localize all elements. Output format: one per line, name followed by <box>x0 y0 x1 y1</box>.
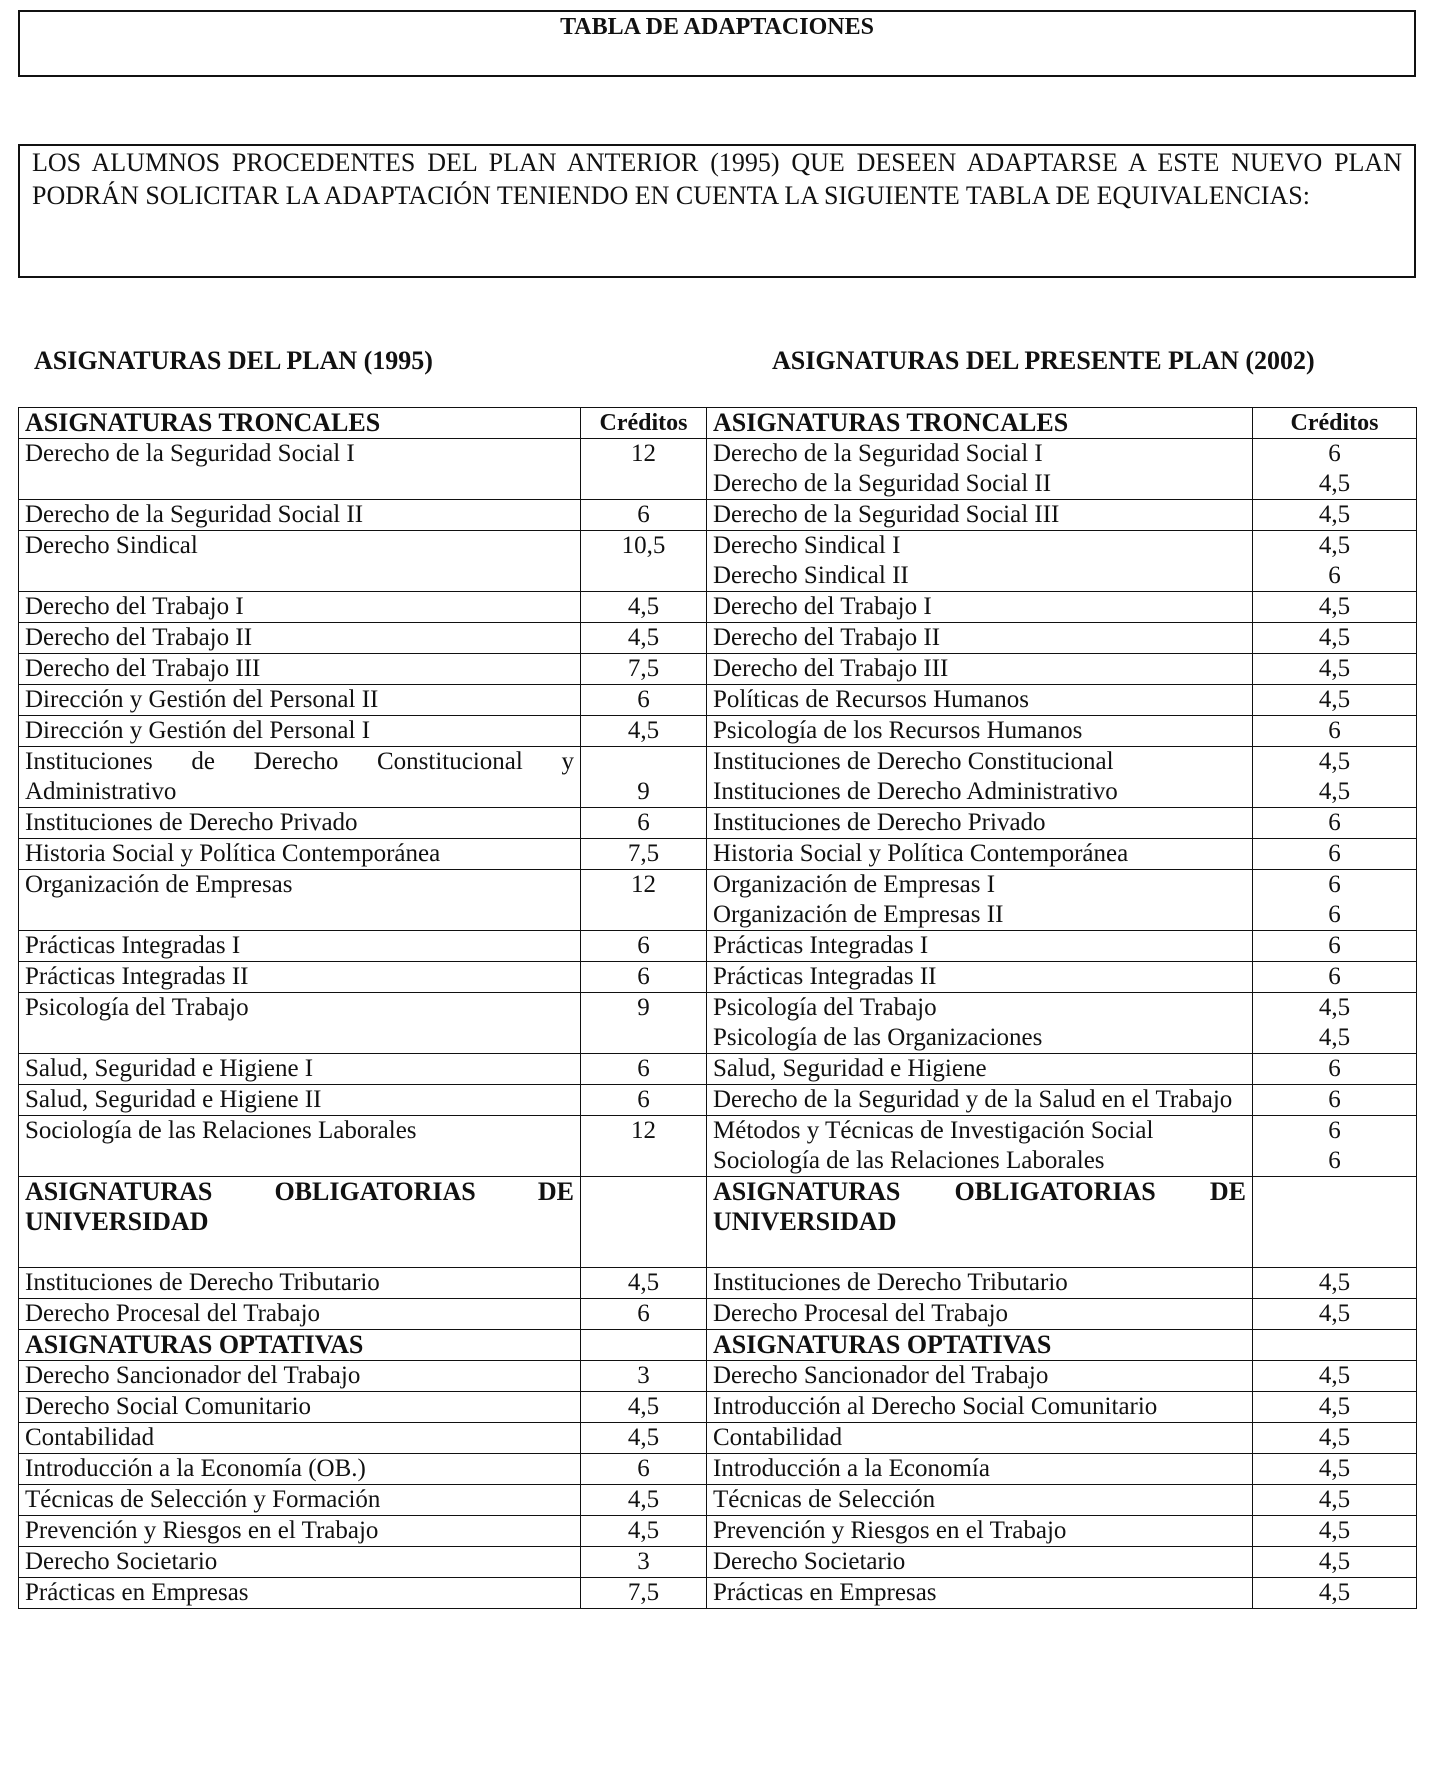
subject-name: Contabilidad <box>25 1424 155 1451</box>
subject-name: Derecho Procesal del Trabajo <box>25 1300 321 1327</box>
subject-name: Derecho Procesal del Trabajo <box>713 1300 1009 1327</box>
subject-name: Dirección y Gestión del Personal I <box>25 717 371 744</box>
credit-value: 6 <box>1328 1147 1341 1174</box>
subject-name: Instituciones de Derecho Privado <box>25 809 358 836</box>
credits-2002 <box>1253 685 1417 716</box>
credits-2002 <box>1253 654 1417 685</box>
table-row <box>19 1299 1417 1330</box>
table-row <box>19 685 1417 716</box>
subject-1995 <box>19 439 581 500</box>
subject-1995 <box>19 1516 581 1547</box>
subject-name: Psicología del Trabajo <box>25 994 249 1021</box>
subject-2002 <box>707 500 1253 531</box>
credits-2002 <box>1253 870 1417 931</box>
credit-value: 6 <box>1328 871 1341 898</box>
subject-name: Organización de Empresas II <box>713 901 1004 928</box>
subject-2002 <box>707 1423 1253 1454</box>
subject-name: Salud, Seguridad e Higiene I <box>25 1055 314 1082</box>
credits-1995: 4,5 <box>581 623 707 654</box>
subject-name: Derecho Sindical I <box>713 532 901 559</box>
credits-1995: 6 <box>581 1054 707 1085</box>
subject-1995 <box>19 1392 581 1423</box>
subject-name: Prácticas en Empresas <box>713 1579 937 1606</box>
credits-2002 <box>1253 1054 1417 1085</box>
credits-1995: 9 <box>581 993 707 1054</box>
subject-name: Contabilidad <box>713 1424 843 1451</box>
credits-1995: 4,5 <box>581 1516 707 1547</box>
credits-2002 <box>1253 1423 1417 1454</box>
credit-value: 4,5 <box>1318 1455 1351 1482</box>
credit-value: 6 <box>1328 1055 1341 1082</box>
subject-name: Prácticas en Empresas <box>25 1579 249 1606</box>
credits-2002 <box>1253 716 1417 747</box>
credits-1995: 4,5 <box>581 1392 707 1423</box>
subject-1995 <box>19 931 581 962</box>
credits-header-2002: Créditos <box>1253 408 1417 439</box>
subject-name: Derecho Societario <box>713 1548 906 1575</box>
credit-value: 4,5 <box>1318 532 1351 559</box>
heading-plan-1995: ASIGNATURAS DEL PLAN (1995) <box>34 346 433 375</box>
credits-1995: 3 <box>581 1547 707 1578</box>
section-header-2002: ASIGNATURAS OBLIGATORIAS DE UNIVERSIDAD <box>707 1177 1253 1268</box>
subject-name: Técnicas de Selección <box>713 1486 936 1513</box>
credits-2002 <box>1253 531 1417 592</box>
subject-name: Introducción al Derecho Social Comunitario <box>713 1393 1158 1420</box>
credit-value: 4,5 <box>1318 748 1351 775</box>
table-row <box>19 1423 1417 1454</box>
credits-1995: 6 <box>581 1085 707 1116</box>
credit-value: 6 <box>1328 717 1341 744</box>
credits-2002 <box>1253 1454 1417 1485</box>
subject-1995 <box>19 1423 581 1454</box>
subject-name: Prácticas Integradas II <box>713 963 937 990</box>
subject-1995 <box>19 1361 581 1392</box>
subject-name: Instituciones de Derecho Constitucional y Administrativo <box>25 748 574 805</box>
credits-1995: 6 <box>581 500 707 531</box>
credits-header-1995: Créditos <box>581 408 707 439</box>
subject-name: Derecho de la Seguridad y de la Salud en el Trabajo <box>713 1086 1233 1113</box>
subject-2002 <box>707 654 1253 685</box>
subject-name: Psicología de las Organizaciones <box>713 1024 1043 1051</box>
credits-header-2002 <box>1253 1330 1417 1361</box>
subject-name: Salud, Seguridad e Higiene <box>713 1055 987 1082</box>
subject-name: Prevención y Riesgos en el Trabajo <box>25 1517 379 1544</box>
credits-header-1995 <box>581 1177 707 1268</box>
credit-value: 6 <box>1328 809 1341 836</box>
subject-name: Historia Social y Política Contemporánea <box>713 840 1129 867</box>
table-row <box>19 1268 1417 1299</box>
subject-1995 <box>19 1299 581 1330</box>
subject-2002 <box>707 870 1253 931</box>
table-row <box>19 870 1417 931</box>
subject-name: Organización de Empresas I <box>713 871 996 898</box>
subject-1995 <box>19 685 581 716</box>
credit-value: 4,5 <box>1318 655 1351 682</box>
subject-1995 <box>19 1085 581 1116</box>
subject-name: Derecho del Trabajo I <box>713 593 932 620</box>
table-row <box>19 439 1417 500</box>
subject-name: Introducción a la Economía <box>713 1455 990 1482</box>
subject-2002 <box>707 1268 1253 1299</box>
subject-name: Métodos y Técnicas de Investigación Social <box>713 1117 1154 1144</box>
credits-1995: 6 <box>581 685 707 716</box>
subject-1995 <box>19 870 581 931</box>
credits-1995: 4,5 <box>581 1423 707 1454</box>
subject-2002 <box>707 1547 1253 1578</box>
subject-name: Derecho de la Seguridad Social II <box>713 470 1052 497</box>
heading-plan-2002: ASIGNATURAS DEL PRESENTE PLAN (2002) <box>772 346 1315 375</box>
table-row <box>19 1578 1417 1609</box>
subject-2002 <box>707 1485 1253 1516</box>
subject-1995 <box>19 962 581 993</box>
subject-name: Prácticas Integradas I <box>713 932 929 959</box>
intro-box <box>18 144 1416 278</box>
table-row <box>19 592 1417 623</box>
subject-1995 <box>19 747 581 808</box>
credit-value: 6 <box>1328 440 1341 467</box>
subject-name: Sociología de las Relaciones Laborales <box>713 1147 1105 1174</box>
credits-1995: 3 <box>581 1361 707 1392</box>
credits-2002 <box>1253 500 1417 531</box>
credits-2002 <box>1253 623 1417 654</box>
table-row <box>19 1054 1417 1085</box>
table-row <box>19 654 1417 685</box>
subject-2002 <box>707 931 1253 962</box>
subject-1995 <box>19 654 581 685</box>
credit-value: 4,5 <box>1318 686 1351 713</box>
subject-1995 <box>19 839 581 870</box>
credits-1995: 7,5 <box>581 839 707 870</box>
subject-1995 <box>19 500 581 531</box>
subject-1995 <box>19 1578 581 1609</box>
credit-value: 4,5 <box>1318 624 1351 651</box>
section-header-2002: ASIGNATURAS OPTATIVAS <box>707 1330 1253 1361</box>
credits-1995: 9 <box>581 747 707 808</box>
subject-name: Instituciones de Derecho Administrativo <box>713 778 1118 805</box>
credits-2002 <box>1253 1578 1417 1609</box>
subject-2002 <box>707 716 1253 747</box>
subject-name: Prácticas Integradas II <box>25 963 249 990</box>
credit-value: 6 <box>1328 840 1341 867</box>
credit-value: 4,5 <box>1318 1424 1351 1451</box>
credits-1995: 6 <box>581 931 707 962</box>
subject-2002 <box>707 1116 1253 1177</box>
table-row <box>19 931 1417 962</box>
table-row <box>19 993 1417 1054</box>
subject-2002 <box>707 592 1253 623</box>
section-header-1995: ASIGNATURAS OBLIGATORIAS DE UNIVERSIDAD <box>19 1177 581 1268</box>
credits-2002 <box>1253 1268 1417 1299</box>
subject-1995 <box>19 716 581 747</box>
section-header-1995: ASIGNATURAS TRONCALES <box>19 408 581 439</box>
subject-2002 <box>707 1454 1253 1485</box>
subject-name: Derecho de la Seguridad Social I <box>713 440 1043 467</box>
credit-value: 6 <box>1328 1086 1341 1113</box>
credit-value: 4,5 <box>1318 501 1351 528</box>
credits-1995: 4,5 <box>581 592 707 623</box>
subject-2002 <box>707 1299 1253 1330</box>
credits-2002 <box>1253 993 1417 1054</box>
subject-2002 <box>707 1392 1253 1423</box>
intro-text: LOS ALUMNOS PROCEDENTES DEL PLAN ANTERIOR (1995) QUE DESEEN ADAPTARSE A ESTE NUEVO PLAN PODRÁN SOLICITAR LA ADAPTACIÓN TENIENDO EN CUENTA LA SIGUIENTE TABLA DE EQUIVALENCIAS: <box>32 148 1402 210</box>
credit-value: 6 <box>1328 562 1341 589</box>
subject-2002 <box>707 623 1253 654</box>
subject-name: Psicología de los Recursos Humanos <box>713 717 1083 744</box>
credits-2002 <box>1253 839 1417 870</box>
credits-1995: 6 <box>581 1454 707 1485</box>
credits-1995: 7,5 <box>581 654 707 685</box>
table-row <box>19 962 1417 993</box>
subject-name: Derecho de la Seguridad Social I <box>25 440 355 467</box>
subject-1995 <box>19 1485 581 1516</box>
subject-name: Derecho Social Comunitario <box>25 1393 312 1420</box>
subject-name: Instituciones de Derecho Privado <box>713 809 1046 836</box>
subject-name: Derecho Sindical <box>25 532 198 559</box>
table-row <box>19 1177 1417 1268</box>
subject-1995 <box>19 531 581 592</box>
credits-2002 <box>1253 592 1417 623</box>
credits-1995: 12 <box>581 870 707 931</box>
subject-name: Instituciones de Derecho Tributario <box>713 1269 1068 1296</box>
credits-1995: 6 <box>581 1299 707 1330</box>
subject-1995 <box>19 808 581 839</box>
credits-header-2002 <box>1253 1177 1417 1268</box>
subject-name: Derecho Societario <box>25 1548 218 1575</box>
subject-2002 <box>707 962 1253 993</box>
credit-value: 6 <box>1328 932 1341 959</box>
subject-name: Prevención y Riesgos en el Trabajo <box>713 1517 1067 1544</box>
subject-name: Derecho del Trabajo II <box>25 624 253 651</box>
table-row <box>19 1454 1417 1485</box>
credits-1995: 10,5 <box>581 531 707 592</box>
subject-1995 <box>19 1116 581 1177</box>
credit-value: 4,5 <box>1318 593 1351 620</box>
subject-2002 <box>707 685 1253 716</box>
credit-value: 4,5 <box>1318 1393 1351 1420</box>
credits-1995: 12 <box>581 439 707 500</box>
subject-name: Psicología del Trabajo <box>713 994 937 1021</box>
credit-value: 4,5 <box>1318 470 1351 497</box>
credits-2002 <box>1253 808 1417 839</box>
subject-1995 <box>19 1268 581 1299</box>
subject-name: Derecho de la Seguridad Social III <box>713 501 1060 528</box>
credits-1995: 4,5 <box>581 1485 707 1516</box>
subject-name: Derecho Sancionador del Trabajo <box>25 1362 361 1389</box>
document-title: TABLA DE ADAPTACIONES <box>560 14 874 40</box>
credit-value: 6 <box>1328 1117 1341 1144</box>
subject-1995 <box>19 592 581 623</box>
title-box <box>18 10 1416 77</box>
subject-2002 <box>707 1516 1253 1547</box>
subject-name: Instituciones de Derecho Tributario <box>25 1269 380 1296</box>
subject-name: Derecho Sindical II <box>713 562 909 589</box>
credits-2002 <box>1253 1299 1417 1330</box>
table-row <box>19 408 1417 439</box>
credits-1995: 7,5 <box>581 1578 707 1609</box>
subject-name: Derecho de la Seguridad Social II <box>25 501 364 528</box>
subject-name: Derecho del Trabajo III <box>713 655 949 682</box>
subject-2002 <box>707 1085 1253 1116</box>
table-row <box>19 1085 1417 1116</box>
section-header-2002: ASIGNATURAS TRONCALES <box>707 408 1253 439</box>
equivalence-table-body <box>19 408 1417 1609</box>
credit-value: 4,5 <box>1318 1579 1351 1606</box>
credits-2002 <box>1253 962 1417 993</box>
subject-2002 <box>707 531 1253 592</box>
subject-name: Organización de Empresas <box>25 871 293 898</box>
subject-2002 <box>707 808 1253 839</box>
credits-1995: 12 <box>581 1116 707 1177</box>
subject-name: Sociología de las Relaciones Laborales <box>25 1117 417 1144</box>
table-row <box>19 1547 1417 1578</box>
credit-value: 4,5 <box>1318 994 1351 1021</box>
credit-value: 6 <box>1328 901 1341 928</box>
subject-2002 <box>707 747 1253 808</box>
table-row <box>19 808 1417 839</box>
subject-name: Derecho del Trabajo II <box>713 624 941 651</box>
credits-2002 <box>1253 439 1417 500</box>
equivalence-table <box>18 407 1417 1609</box>
credit-value: 4,5 <box>1318 778 1351 805</box>
table-row <box>19 1392 1417 1423</box>
credits-header-1995 <box>581 1330 707 1361</box>
credit-value: 6 <box>1328 963 1341 990</box>
subject-name: Derecho Sancionador del Trabajo <box>713 1362 1049 1389</box>
table-row <box>19 623 1417 654</box>
credits-2002 <box>1253 1516 1417 1547</box>
subject-2002 <box>707 1578 1253 1609</box>
credits-1995: 6 <box>581 808 707 839</box>
table-row <box>19 531 1417 592</box>
subject-name: Políticas de Recursos Humanos <box>713 686 1029 713</box>
credit-value: 4,5 <box>1318 1486 1351 1513</box>
table-row <box>19 1116 1417 1177</box>
credits-2002 <box>1253 1085 1417 1116</box>
subject-2002 <box>707 839 1253 870</box>
credits-2002 <box>1253 1116 1417 1177</box>
credits-1995: 4,5 <box>581 716 707 747</box>
subject-name: Salud, Seguridad e Higiene II <box>25 1086 322 1113</box>
subject-2002 <box>707 1054 1253 1085</box>
subject-2002 <box>707 1361 1253 1392</box>
subject-2002 <box>707 993 1253 1054</box>
credits-2002 <box>1253 1392 1417 1423</box>
table-row <box>19 1516 1417 1547</box>
table-row <box>19 1361 1417 1392</box>
subject-name: Técnicas de Selección y Formación <box>25 1486 381 1513</box>
subject-1995 <box>19 1454 581 1485</box>
credit-value: 4,5 <box>1318 1300 1351 1327</box>
credits-1995: 4,5 <box>581 1268 707 1299</box>
subject-name: Prácticas Integradas I <box>25 932 241 959</box>
subject-name: Dirección y Gestión del Personal II <box>25 686 379 713</box>
credits-2002 <box>1253 747 1417 808</box>
table-row <box>19 716 1417 747</box>
subject-name: Historia Social y Política Contemporánea <box>25 840 441 867</box>
table-row <box>19 1330 1417 1361</box>
table-row <box>19 839 1417 870</box>
subject-name: Derecho del Trabajo I <box>25 593 244 620</box>
credits-1995: 6 <box>581 962 707 993</box>
subject-name: Introducción a la Economía (OB.) <box>25 1455 366 1482</box>
subject-name: Instituciones de Derecho Constitucional <box>713 748 1114 775</box>
credit-value: 4,5 <box>1318 1024 1351 1051</box>
credits-2002 <box>1253 1485 1417 1516</box>
table-row <box>19 1485 1417 1516</box>
subject-1995 <box>19 1547 581 1578</box>
table-row <box>19 500 1417 531</box>
subject-2002 <box>707 439 1253 500</box>
credit-value: 4,5 <box>1318 1517 1351 1544</box>
subject-1995 <box>19 993 581 1054</box>
credit-value: 4,5 <box>1318 1269 1351 1296</box>
subject-1995 <box>19 1054 581 1085</box>
credit-value: 4,5 <box>1318 1362 1351 1389</box>
credits-2002 <box>1253 1361 1417 1392</box>
credits-2002 <box>1253 931 1417 962</box>
credits-2002 <box>1253 1547 1417 1578</box>
subject-name: Derecho del Trabajo III <box>25 655 261 682</box>
credit-value: 4,5 <box>1318 1548 1351 1575</box>
subject-1995 <box>19 623 581 654</box>
section-header-1995: ASIGNATURAS OPTATIVAS <box>19 1330 581 1361</box>
table-row <box>19 747 1417 808</box>
